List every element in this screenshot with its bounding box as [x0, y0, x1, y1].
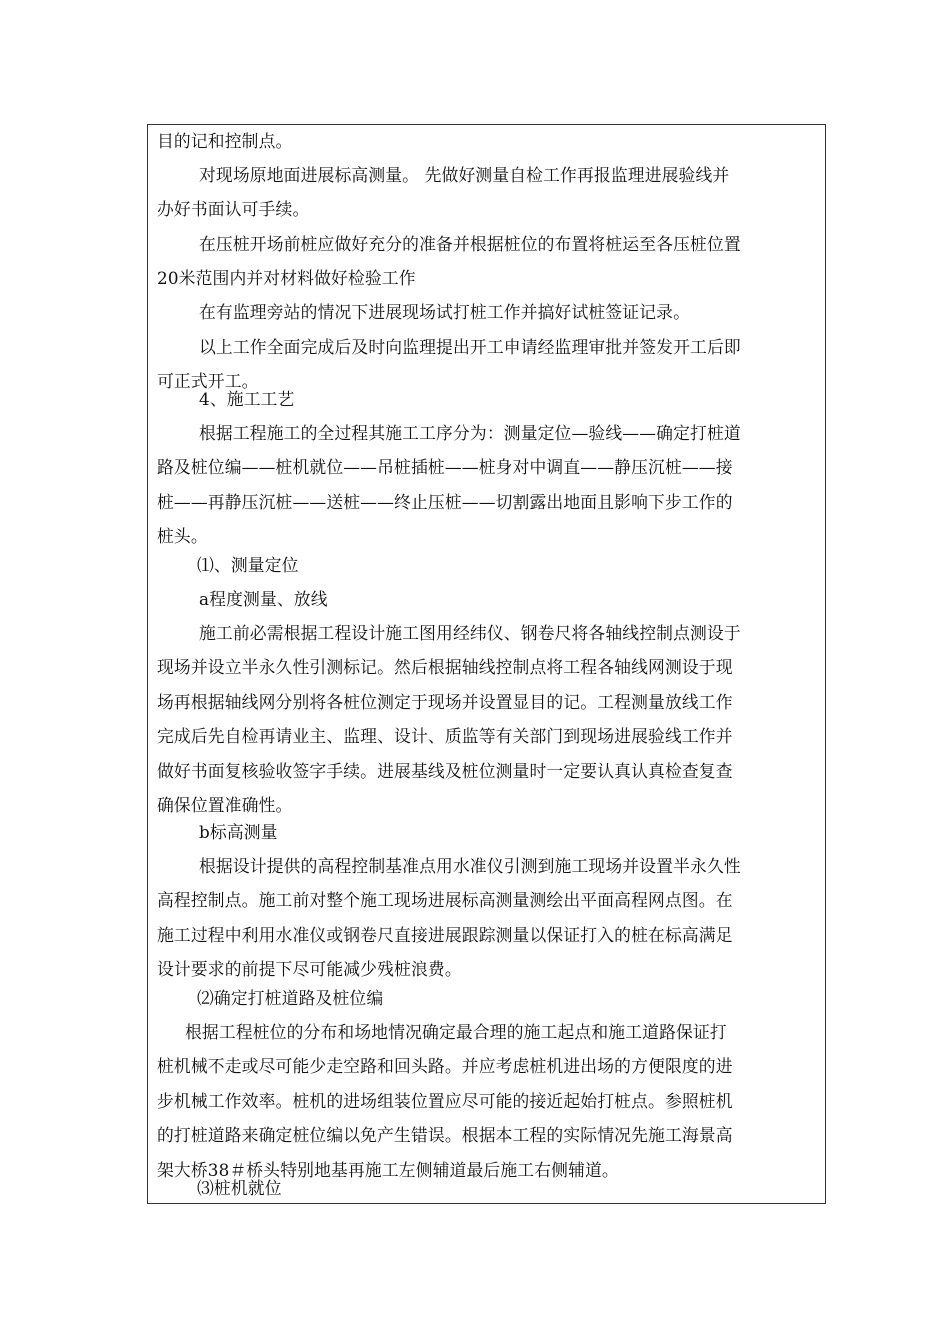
paragraph-line: 确保位置准确性。: [157, 795, 293, 816]
paragraph-line: 桩机械不走或尽可能少走空路和回头路。并应考虑桩机进出场的方便限度的进: [157, 1056, 733, 1077]
paragraph-line: 施工过程中利用水准仪或钢卷尺直接进展跟踪测量以保证打入的桩在标高满足: [157, 924, 733, 945]
paragraph-line: 完成后先自检再请业主、监理、设计、质监等有关部门到现场进展验线工作并: [157, 726, 733, 747]
paragraph-line: 根据设计提供的高程控制基准点用水准仪引测到施工现场并设置半永久性: [199, 856, 741, 876]
paragraph-line: 可正式开工。: [157, 371, 259, 392]
paragraph-line: 目的记和控制点。: [157, 131, 293, 151]
paragraph-line: 路及桩位编——桩机就位——吊桩插桩——桩身对中调直——静压沉桩——接: [157, 457, 733, 478]
paragraph-line: 现场并设立半永久性引测标记。然后根据轴线控制点将工程各轴线网测设于现: [157, 657, 733, 678]
paragraph-control-points: [157, 124, 292, 158]
paragraph-line: 设计要求的前提下尽可能减少残桩浪费。: [157, 959, 462, 980]
subheading: b标高测量: [199, 822, 278, 842]
subheading: ⑶桩机就位: [197, 1178, 282, 1198]
paragraph-line: 高程控制点。施工前对整个施工现场进展标高测量测绘出平面高程网点图。在: [157, 890, 733, 911]
paragraph-line: 以上工作全面完成后及时向监理提出开工申请经监理审批并签发开工后即: [199, 337, 741, 357]
paragraph-piling-road: [157, 1015, 733, 1187]
paragraph-trial-piling: [157, 295, 690, 329]
subheading-leveling-setout: [157, 582, 328, 616]
document-frame: [147, 124, 826, 1204]
paragraph-line: 根据工程施工的全过程其施工工序分为：测量定位—验线——确定打桩道: [199, 423, 741, 443]
section-heading-construction-process: [157, 382, 294, 416]
subheading-pile-driver-positioning: [157, 1171, 282, 1205]
paragraph-line: 架大桥38＃桥头特别地基再施工左侧辅道最后施工右侧辅道。: [157, 1159, 619, 1180]
paragraph-line: 根据工程桩位的分布和场地情况确定最合理的施工起点和施工道路保证打: [185, 1022, 727, 1042]
paragraph-line: 办好书面认可手续。: [157, 199, 310, 220]
paragraph-line: 在有监理旁站的情况下进展现场试打桩工作并搞好试桩签证记录。: [199, 302, 691, 322]
paragraph-line: 桩头。: [157, 526, 208, 547]
paragraph-elevation-survey: [157, 158, 729, 227]
paragraph-process-sequence: [157, 416, 741, 554]
paragraph-line: 做好书面复核验收签字手续。进展基线及桩位测量时一定要认真认真检查复查: [157, 760, 733, 781]
section-heading: 4、施工工艺: [199, 389, 295, 409]
paragraph-line: 场再根据轴线网分别将各桩位测定于现场并设置显目的记。工程测量放线工作: [157, 691, 733, 712]
paragraph-line: 的打桩道路来确定桩位编以免产生错误。根据本工程的实际情况先施工海景高: [157, 1125, 733, 1146]
subheading: a程度测量、放线: [199, 589, 328, 609]
paragraph-line: 步机械工作效率。桩机的进场组装位置应尽可能的接近起始打桩点。参照桩机: [157, 1090, 733, 1111]
subheading-elevation-survey: [157, 815, 278, 849]
paragraph-line: 在压桩开场前桩应做好充分的准备并根据桩位的布置将桩运至各压桩位置: [199, 234, 741, 254]
subheading-survey-positioning: [157, 548, 299, 582]
paragraph-line: 桩——再静压沉桩——送桩——终止压桩——切割露出地面且影响下步工作的: [157, 491, 733, 512]
subheading-piling-road: [157, 981, 383, 1015]
paragraph-line: 20米范围内并对材料做好检验工作: [157, 268, 416, 289]
subheading: ⑴、测量定位: [197, 555, 299, 575]
subheading: ⑵确定打桩道路及桩位编: [197, 988, 384, 1008]
paragraph-elevation-procedure: [157, 849, 741, 987]
paragraph-pile-preparation: [157, 227, 741, 296]
paragraph-line: 施工前必需根据工程设计施工图用经纬仪、钢卷尺将各轴线控制点测设于: [199, 623, 741, 643]
paragraph-line: 对现场原地面进展标高测量。 先做好测量自检工作再报监理进展验线并: [199, 165, 730, 185]
paragraph-setout-procedure: [157, 616, 741, 822]
